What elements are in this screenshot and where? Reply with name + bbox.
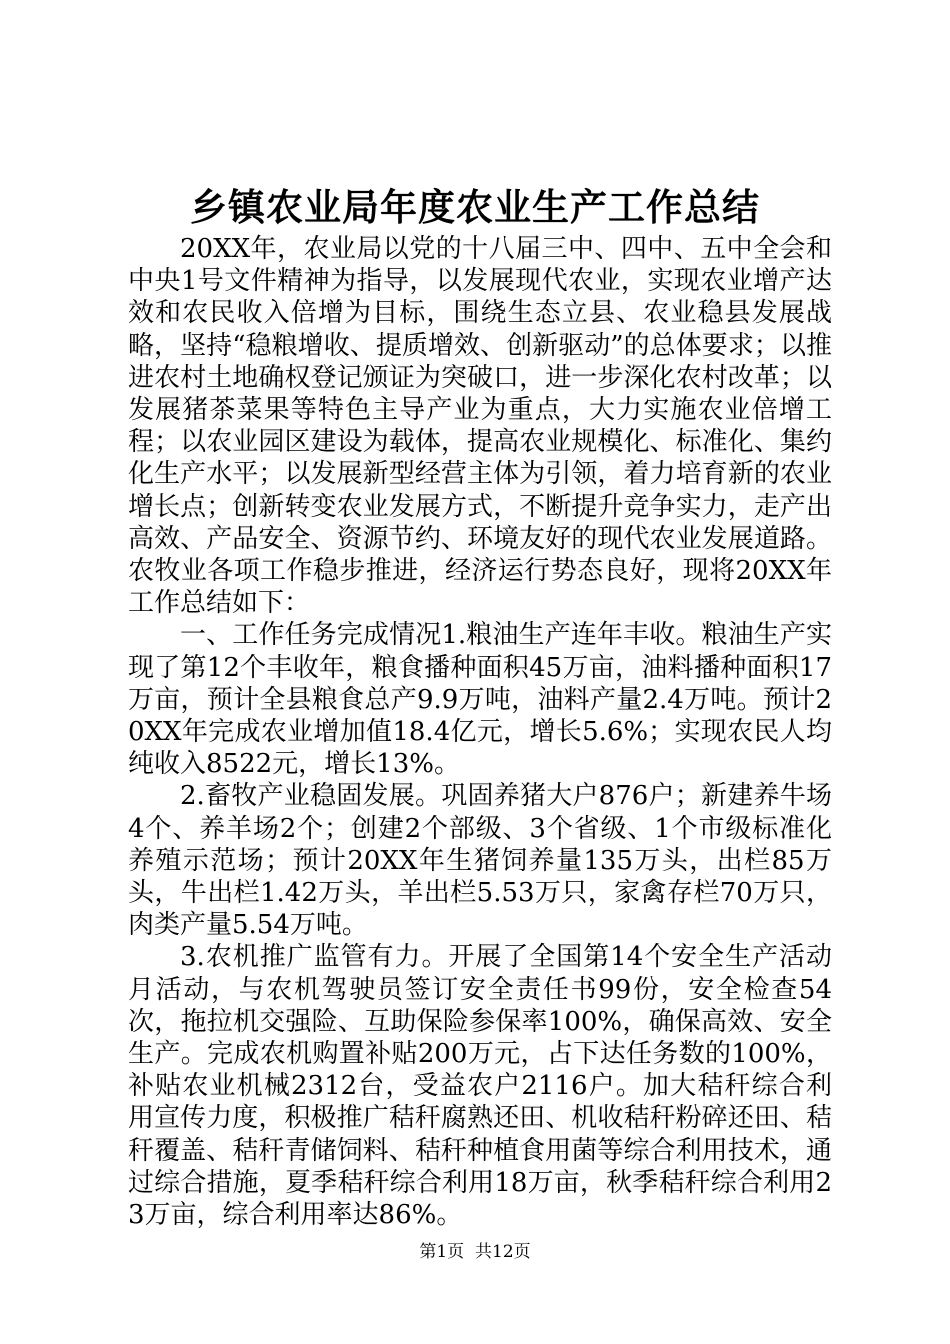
page-footer bbox=[0, 1240, 950, 1264]
page-total: 共12页 bbox=[475, 1242, 531, 1262]
paragraph-grain-oil: 一、工作任务完成情况1.粮油生产连年丰收。粮油生产实现了第12个丰收年，粮食播种面积45万亩，油料播种面积17万亩，预计全县粮食总产9.9万吨，油料产量2.4万吨。预计20XX年完成农业增加值18.4亿元，增长5.6%；实现农民人均纯收入8522元，增长13%。 bbox=[128, 620, 832, 780]
document-body bbox=[128, 233, 832, 1231]
paragraph-intro: 20XX年，农业局以党的十八届三中、四中、五中全会和中央1号文件精神为指导，以发展现代农业，实现农业增产达效和农民收入倍增为目标，围绕生态立县、农业稳县发展战略，坚持“稳粮增收、提质增效、创新驱动”的总体要求；以推进农村土地确权登记颁证为突破口，进一步深化农村改革；以发展猪茶菜果等特色主导产业为重点，大力实施农业倍增工程；以农业园区建设为载体，提高农业规模化、标准化、集约化生产水平；以发展新型经营主体为引领，着力培育新的农业增长点；创新转变农业发展方式，不断提升竞争实力，走产出高效、产品安全、资源节约、环境友好的现代农业发展道路。农牧业各项工作稳步推进，经济运行势态良好，现将20XX年工作总结如下： bbox=[128, 234, 832, 619]
document-title: 乡镇农业局年度农业生产工作总结 bbox=[190, 186, 760, 229]
page-number: 第1页 bbox=[419, 1242, 465, 1262]
paragraph-livestock: 2.畜牧产业稳固发展。巩固养猪大户876户；新建养牛场4个、养羊场2个；创建2个部级、3个省级、1个市级标准化养殖示范场；预计20XX年生猪饲养量135万头，出栏85万头，牛出栏1.42万头，羊出栏5.53万只，家禽存栏70万只，肉类产量5.54万吨。 bbox=[128, 781, 832, 941]
paragraph-agri-machinery: 3.农机推广监管有力。开展了全国第14个安全生产活动月活动，与农机驾驶员签订安全责任书99份，安全检查54次，拖拉机交强险、互助保险参保率100%，确保高效、安全生产。完成农机购置补贴200万元，占下达任务数的100%，补贴农业机械2312台，受益农户2116户。加大秸秆综合利用宣传力度，积极推广秸秆腐熟还田、机收秸秆粉碎还田、秸秆覆盖、秸秆青储饲料、秸秆种植食用菌等综合利用技术，通过综合措施，夏季秸秆综合利用18万亩，秋季秸秆综合利用23万亩，综合利用率达86%。 bbox=[128, 942, 832, 1231]
